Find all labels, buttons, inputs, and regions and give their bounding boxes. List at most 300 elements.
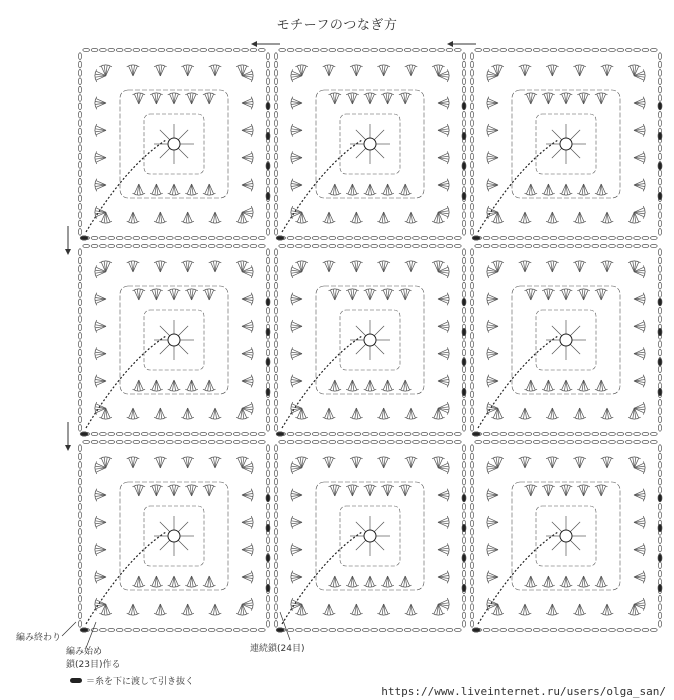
slip-stitch-mark: [81, 432, 89, 436]
stitch-cluster: [95, 598, 106, 611]
chain-stitch: [658, 595, 661, 602]
stitch-cluster: [377, 408, 390, 419]
chain-stitch: [233, 236, 240, 239]
chain-stitch: [274, 416, 277, 423]
inner-round: [340, 310, 400, 370]
chain-stitch: [413, 628, 420, 631]
chain-stitch: [575, 628, 582, 631]
chain-stitch: [337, 48, 344, 51]
chain-stitch: [508, 440, 515, 443]
slip-stitch-mark: [462, 328, 466, 336]
chain-stitch: [78, 408, 81, 415]
chain-stitch: [266, 95, 269, 102]
chain-stitch: [462, 620, 465, 627]
chain-stitch: [83, 440, 90, 443]
stitch-cluster: [203, 184, 216, 195]
chain-stitch: [470, 220, 473, 227]
stitch-cluster: [132, 184, 145, 195]
chain-stitch: [462, 274, 465, 281]
chain-stitch: [91, 244, 98, 247]
stitch-cluster: [242, 320, 253, 333]
chain-stitch: [274, 545, 277, 552]
chain-stitch: [192, 236, 199, 239]
slip-stitch-mark: [277, 432, 285, 436]
stitch-cluster: [634, 179, 645, 192]
stitch-cluster: [150, 576, 163, 587]
leader-joining: [280, 612, 290, 640]
chain-stitch: [609, 244, 616, 247]
stitch-cluster: [491, 457, 504, 468]
chain-stitch: [575, 48, 582, 51]
stitch-cluster: [127, 457, 140, 468]
chain-stitch: [208, 236, 215, 239]
chain-stitch: [470, 391, 473, 398]
chain-stitch: [462, 595, 465, 602]
chain-stitch: [558, 440, 565, 443]
chain-stitch: [274, 528, 277, 535]
chain-stitch: [404, 48, 411, 51]
chain-stitch: [133, 432, 140, 435]
stitch-cluster: [242, 293, 253, 306]
chain-stitch: [470, 78, 473, 85]
stitch-cluster: [168, 289, 181, 300]
stitch-cluster: [487, 598, 498, 611]
chain-stitch: [78, 70, 81, 77]
chain-stitch: [470, 212, 473, 219]
stitch-cluster: [328, 485, 341, 496]
chain-stitch: [274, 408, 277, 415]
chain-stitch: [266, 570, 269, 577]
chain-stitch: [266, 374, 269, 381]
chain-stitch: [266, 453, 269, 460]
chain-stitch: [266, 341, 269, 348]
chain-stitch: [242, 244, 249, 247]
chain-stitch: [492, 432, 499, 435]
chain-stitch: [274, 374, 277, 381]
stitch-cluster: [634, 97, 645, 110]
chain-stitch: [150, 432, 157, 435]
chain-stitch: [470, 257, 473, 264]
stitch-cluster: [181, 65, 194, 76]
stitch-cluster: [364, 576, 377, 587]
chain-stitch: [462, 503, 465, 510]
chain-stitch: [329, 244, 336, 247]
chain-stitch: [100, 628, 107, 631]
chain-stitch: [470, 274, 473, 281]
stitch-cluster: [546, 261, 559, 272]
stitch-cluster: [432, 65, 445, 76]
stitch-cluster: [438, 179, 449, 192]
chain-stitch: [321, 628, 328, 631]
chain-stitch: [658, 545, 661, 552]
chain-stitch: [274, 324, 277, 331]
chain-stitch: [462, 374, 465, 381]
chain-stitch: [78, 212, 81, 219]
chain-stitch: [470, 487, 473, 494]
chain-stitch: [413, 440, 420, 443]
chain-stitch: [658, 366, 661, 373]
chain-stitch: [78, 274, 81, 281]
chain-stitch: [525, 244, 532, 247]
chain-stitch: [296, 236, 303, 239]
chain-stitch: [462, 95, 465, 102]
chain-stitch: [396, 432, 403, 435]
stitch-cluster: [328, 576, 341, 587]
chain-stitch: [78, 391, 81, 398]
stitch-cluster: [432, 408, 445, 419]
chain-stitch: [470, 70, 473, 77]
stitch-cluster: [236, 65, 249, 76]
chain-stitch: [592, 628, 599, 631]
chain-stitch: [542, 440, 549, 443]
chain-stitch: [150, 440, 157, 443]
chain-stitch: [274, 537, 277, 544]
chain-stitch: [266, 170, 269, 177]
stitch-cluster: [95, 151, 106, 164]
stitch-cluster: [95, 97, 106, 110]
chain-stitch: [470, 162, 473, 169]
chain-stitch: [470, 579, 473, 586]
chain-stitch: [274, 349, 277, 356]
stitch-cluster: [185, 485, 198, 496]
center-stitch: [178, 326, 188, 336]
chain-stitch: [274, 162, 277, 169]
chain-stitch: [78, 162, 81, 169]
chain-stitch: [274, 95, 277, 102]
stitch-cluster: [573, 261, 586, 272]
magic-ring: [364, 334, 376, 346]
stitch-cluster: [323, 261, 336, 272]
chain-stitch: [642, 440, 649, 443]
chain-stitch: [266, 462, 269, 469]
stitch-cluster: [542, 184, 555, 195]
stitch-cluster: [295, 604, 308, 615]
stitch-cluster: [487, 124, 498, 137]
chain-stitch: [274, 399, 277, 406]
chain-stitch: [116, 48, 123, 51]
chain-stitch: [470, 399, 473, 406]
stitch-cluster: [291, 543, 302, 556]
chain-stitch: [462, 470, 465, 477]
chain-stitch: [584, 440, 591, 443]
chain-stitch: [266, 212, 269, 219]
chain-stitch: [362, 244, 369, 247]
stitch-cluster: [95, 179, 106, 192]
chain-stitch: [78, 512, 81, 519]
stitch-cluster: [132, 485, 145, 496]
chain-stitch: [362, 236, 369, 239]
chain-stitch: [533, 440, 540, 443]
chain-stitch: [242, 440, 249, 443]
stitch-cluster: [185, 289, 198, 300]
chain-stitch: [658, 220, 661, 227]
chain-stitch: [274, 570, 277, 577]
chain-stitch: [133, 48, 140, 51]
chain-stitch: [462, 453, 465, 460]
chain-stitch: [141, 628, 148, 631]
slip-stitch-mark: [473, 236, 481, 240]
center-stitch: [570, 130, 580, 140]
chain-stitch: [274, 61, 277, 68]
chain-stitch: [287, 440, 294, 443]
stitch-cluster: [399, 93, 412, 104]
chain-stitch: [208, 244, 215, 247]
chain-stitch: [379, 432, 386, 435]
chain-stitch: [312, 628, 319, 631]
chain-stitch: [379, 48, 386, 51]
chain-stitch: [200, 628, 207, 631]
chain-stitch: [266, 487, 269, 494]
stitch-cluster: [99, 212, 112, 223]
chain-stitch: [446, 440, 453, 443]
stitch-cluster: [99, 604, 112, 615]
chain-stitch: [266, 307, 269, 314]
chain-stitch: [78, 78, 81, 85]
stitch-cluster: [524, 576, 537, 587]
stitch-cluster: [132, 289, 145, 300]
center-stitch: [178, 522, 188, 532]
chain-stitch: [78, 103, 81, 110]
stitch-cluster: [150, 289, 163, 300]
chain-stitch: [274, 282, 277, 289]
chain-stitch: [470, 341, 473, 348]
chain-stitch: [371, 432, 378, 435]
chain-stitch: [274, 274, 277, 281]
chain-stitch: [558, 236, 565, 239]
chain-stitch: [266, 478, 269, 485]
chain-stitch: [462, 478, 465, 485]
chain-stitch: [567, 432, 574, 435]
stitch-cluster: [203, 289, 216, 300]
chain-stitch: [508, 432, 515, 435]
chain-stitch: [125, 48, 132, 51]
chain-stitch: [396, 236, 403, 239]
chain-stitch: [483, 628, 490, 631]
chain-stitch: [346, 628, 353, 631]
chain-stitch: [462, 220, 465, 227]
label-end: 編み終わり: [16, 633, 62, 643]
stitch-cluster: [405, 212, 418, 223]
stitch-cluster: [560, 380, 573, 391]
chain-stitch: [617, 440, 624, 443]
chain-stitch: [287, 48, 294, 51]
chain-stitch: [470, 512, 473, 519]
stitch-cluster: [95, 375, 106, 388]
chain-stitch: [470, 266, 473, 273]
chain-stitch: [658, 341, 661, 348]
chain-stitch: [304, 440, 311, 443]
stitch-cluster: [377, 604, 390, 615]
chain-stitch: [158, 628, 165, 631]
center-stitch: [570, 522, 580, 532]
chain-stitch: [470, 95, 473, 102]
chain-stitch: [266, 291, 269, 298]
chain-stitch: [413, 236, 420, 239]
stitch-cluster: [242, 265, 253, 278]
chain-stitch: [421, 628, 428, 631]
crochet-motif: [78, 244, 270, 436]
chain-stitch: [78, 249, 81, 256]
stitch-cluster: [487, 97, 498, 110]
chain-stitch: [304, 236, 311, 239]
chain-stitch: [470, 170, 473, 177]
chain-stitch: [470, 478, 473, 485]
slip-stitch-mark: [462, 132, 466, 140]
center-stitch: [570, 148, 580, 158]
stitch-cluster: [95, 69, 106, 82]
chain-stitch: [150, 236, 157, 239]
chain-stitch: [287, 244, 294, 247]
stitch-cluster: [519, 261, 532, 272]
chain-stitch: [600, 244, 607, 247]
chain-stitch: [413, 48, 420, 51]
stitch-cluster: [487, 402, 498, 415]
chain-stitch: [658, 178, 661, 185]
chain-stitch: [274, 170, 277, 177]
chain-stitch: [470, 374, 473, 381]
chain-stitch: [617, 236, 624, 239]
chain-stitch: [217, 236, 224, 239]
chain-stitch: [500, 236, 507, 239]
stitch-cluster: [438, 598, 449, 611]
chain-stitch: [542, 628, 549, 631]
chain-stitch: [266, 595, 269, 602]
center-stitch: [160, 522, 170, 532]
chain-stitch: [250, 432, 257, 435]
chain-stitch: [470, 203, 473, 210]
chain-stitch: [642, 432, 649, 435]
chain-stitch: [550, 440, 557, 443]
chain-stitch: [617, 48, 624, 51]
stitch-cluster: [595, 380, 608, 391]
stitch-cluster: [203, 93, 216, 104]
stitch-cluster: [634, 516, 645, 529]
slip-stitch-mark: [266, 328, 270, 336]
chain-stitch: [592, 236, 599, 239]
chain-stitch: [592, 432, 599, 435]
chain-stitch: [125, 432, 132, 435]
chain-stitch: [462, 424, 465, 431]
chain-stitch: [470, 103, 473, 110]
chain-stitch: [379, 236, 386, 239]
chain-stitch: [567, 236, 574, 239]
chain-stitch: [388, 244, 395, 247]
label-joining-chain: 連続鎖(24目): [250, 644, 305, 654]
stitch-cluster: [487, 516, 498, 529]
slip-stitch-mark: [462, 554, 466, 562]
stitch-cluster: [99, 457, 112, 468]
chain-stitch: [274, 307, 277, 314]
chain-stitch: [274, 554, 277, 561]
stitch-cluster: [150, 380, 163, 391]
chain-stitch: [462, 145, 465, 152]
stitch-cluster: [291, 97, 302, 110]
middle-round: [316, 90, 424, 198]
chain-stitch: [609, 432, 616, 435]
chain-stitch: [266, 512, 269, 519]
center-stitch: [356, 344, 366, 354]
chain-stitch: [274, 478, 277, 485]
chain-stitch: [470, 408, 473, 415]
chain-stitch: [78, 453, 81, 460]
stitch-cluster: [405, 457, 418, 468]
chain-stitch: [274, 145, 277, 152]
chain-stitch: [78, 341, 81, 348]
chain-stitch: [158, 432, 165, 435]
stitch-cluster: [364, 93, 377, 104]
chain-stitch: [550, 236, 557, 239]
chain-stitch: [78, 579, 81, 586]
chain-stitch: [462, 111, 465, 118]
chain-stitch: [558, 432, 565, 435]
chain-stitch: [470, 520, 473, 527]
slip-stitch-mark: [266, 494, 270, 502]
stitch-cluster: [127, 65, 140, 76]
chain-stitch: [600, 432, 607, 435]
chain-stitch: [658, 228, 661, 235]
chain-stitch: [483, 244, 490, 247]
chain-stitch: [388, 440, 395, 443]
stitch-cluster: [487, 375, 498, 388]
middle-round: [120, 482, 228, 590]
chain-stitch: [454, 48, 461, 51]
chain-stitch: [470, 528, 473, 535]
stitch-cluster: [377, 457, 390, 468]
chain-stitch: [592, 440, 599, 443]
chain-stitch: [438, 48, 445, 51]
slip-stitch-mark: [658, 584, 662, 592]
chain-stitch: [312, 440, 319, 443]
stitch-cluster: [491, 261, 504, 272]
chain-stitch: [470, 249, 473, 256]
stitch-cluster: [95, 124, 106, 137]
stitch-cluster: [236, 212, 249, 223]
chain-stitch: [642, 244, 649, 247]
chain-stitch: [192, 628, 199, 631]
stitch-cluster: [99, 65, 112, 76]
chain-stitch: [475, 48, 482, 51]
stitch-cluster: [577, 485, 590, 496]
chain-stitch: [100, 48, 107, 51]
slip-stitch-mark: [658, 298, 662, 306]
chain-stitch: [462, 487, 465, 494]
chain-stitch: [78, 145, 81, 152]
chain-stitch: [258, 440, 265, 443]
chain-stitch: [533, 432, 540, 435]
chain-stitch: [329, 628, 336, 631]
chain-stitch: [462, 282, 465, 289]
chain-stitch: [125, 236, 132, 239]
chain-stitch: [470, 128, 473, 135]
stitch-cluster: [573, 408, 586, 419]
chain-stitch: [100, 244, 107, 247]
chain-stitch: [116, 432, 123, 435]
chain-stitch: [446, 244, 453, 247]
stitch-cluster: [95, 571, 106, 584]
stitch-cluster: [405, 261, 418, 272]
magic-ring: [560, 334, 572, 346]
stitch-cluster: [628, 457, 641, 468]
chain-stitch: [274, 316, 277, 323]
slip-stitch-mark: [462, 494, 466, 502]
stitch-cluster: [577, 289, 590, 300]
stitch-cluster: [634, 571, 645, 584]
stitch-cluster: [601, 65, 614, 76]
chain-stitch: [258, 236, 265, 239]
slip-stitch-mark: [462, 584, 466, 592]
chain-stitch: [200, 48, 207, 51]
center-stitch: [374, 130, 384, 140]
